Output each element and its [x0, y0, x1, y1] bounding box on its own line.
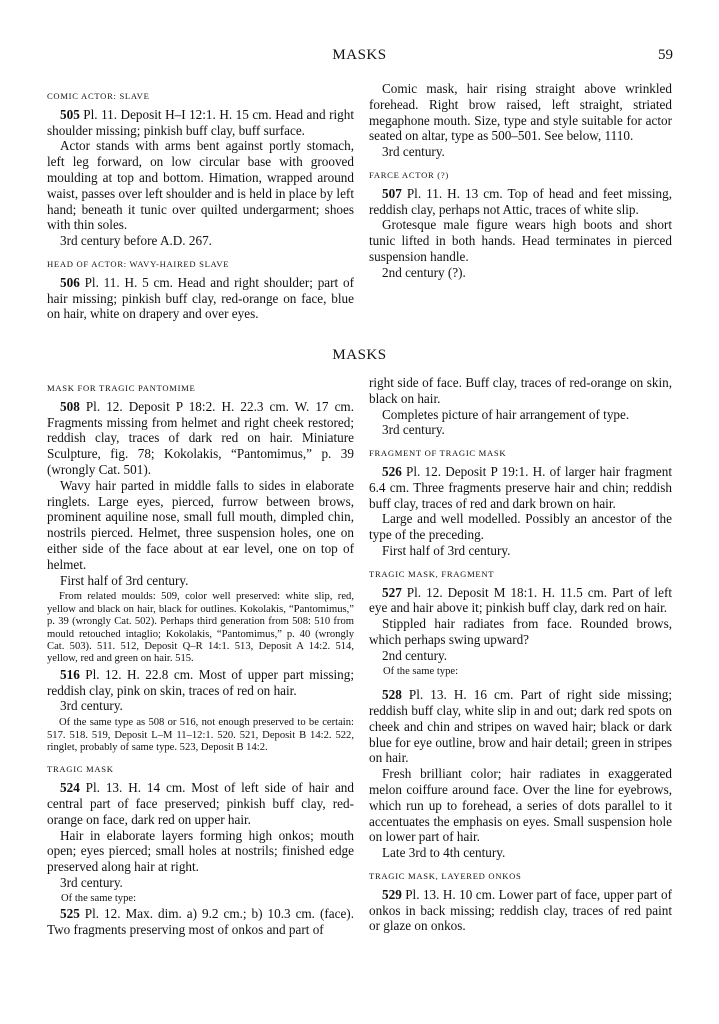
entry-heading: COMIC ACTOR: SLAVE [47, 91, 150, 101]
description-paragraph: First half of 3rd century. [60, 572, 189, 588]
description-paragraph: 3rd century. [382, 422, 445, 438]
description-paragraph: First half of 3rd century. [382, 542, 511, 558]
description-paragraph: 2nd century. [382, 647, 448, 663]
catalogue-number: 506 [60, 274, 80, 290]
catalogue-number: 525 [60, 906, 80, 922]
related-note: Of the same type as 508 or 516, not enough preserved to be certain: 517. 518. 519, Deposit L–M 11–12:1. 520. 521, Deposit B 14:2. 522, ringlet, probably of same type. 523, Deposit B 14:2. [47, 717, 354, 753]
catalogue-number: 516 [60, 666, 80, 682]
catalogue-number: 528 [382, 687, 402, 703]
bottom-right-column [369, 375, 672, 934]
entry-heading: MASK FOR TRAGIC PANTOMIME [47, 383, 196, 393]
description-paragraph: Fresh brilliant color; hair radiates in exaggerated melon coiffure around face. Over the line for eyebrows, which run up to forehead, a series of dots parallel to it accentuates the emphasis on eyes. Small suspension hole on lower part of hair. [369, 766, 672, 845]
entry-heading: TRAGIC MASK, LAYERED ONKOS [369, 870, 522, 881]
entry-heading: TRAGIC MASK [47, 764, 114, 775]
description-paragraph: 3rd century. [60, 698, 123, 714]
same-type-note: Of the same type: [61, 892, 137, 904]
description-paragraph: Stippled hair radiates from face. Rounded brows, which perhaps swing upward? [369, 616, 672, 647]
catalogue-entry: 529 Pl. 13. H. 10 cm. Lower part of face, upper part of onkos in back missing; reddish clay, traces of red paint or glaze on onkos. [369, 886, 672, 934]
catalogue-entry: 507 Pl. 11. H. 13 cm. Top of head and feet missing, reddish clay, perhaps not Attic, traces of white slip. [369, 185, 672, 217]
description-paragraph: Large and well modelled. Possibly an ancestor of the type of the preceding. [369, 511, 672, 543]
entry-heading: FARCE ACTOR (?) [369, 169, 449, 180]
description-paragraph: Comic mask, hair rising straight above wrinkled forehead. Right brow raised, left straight, striated megaphone mouth. Size, type and style suitable for actor seated on altar, type as 500–501. See below, 1110. [369, 81, 672, 144]
entry-heading: TRAGIC MASK, FRAGMENT [369, 568, 495, 579]
continued-text: right side of face. Buff clay, traces of red-orange on skin, black on hair. [369, 375, 672, 406]
catalogue-number: 524 [60, 780, 80, 796]
section-title: MASKS [332, 347, 387, 363]
top-left-column [47, 89, 354, 322]
catalogue-entry: 525 Pl. 12. Max. dim. a) 9.2 cm.; b) 10.3 cm. (face). Two fragments preserving most of onkos and part of [47, 906, 354, 938]
description-paragraph: Actor stands with arms bent against portly stomach, left leg forward, on low circular base with grooved moulding at top and bottom. Himation, wrapped around waist, passes over left shoulder and is held in place by left hand; beneath it tunic over quilted undergarment; shoes with thin soles. [47, 138, 354, 233]
catalogue-number: 507 [382, 185, 402, 201]
catalogue-number: 508 [60, 398, 80, 414]
catalogue-entry: 527 Pl. 12. Deposit M 18:1. H. 11.5 cm. Part of left eye and hair above it; pinkish buff clay, dark red on hair. [369, 584, 672, 616]
description-paragraph: Wavy hair parted in middle falls to sides in elaborate ringlets. Large eyes, pierced, furrow between brows, prominent aquiline nose, small full mouth, dimpled chin, nostrils pierced. Helmet, three suspension holes, one on either side of the face about at ear level, one on top of helmet. [47, 477, 354, 572]
catalogue-entry: 506 Pl. 11. H. 5 cm. Head and right shoulder; part of hair missing; pinkish buff clay, red-orange on face, blue on hair, white on drapery and over eyes. [47, 274, 354, 322]
top-right-column [369, 81, 672, 281]
catalogue-number: 526 [382, 463, 402, 479]
catalogue-entry: 505 Pl. 11. Deposit H–I 12:1. H. 15 cm. Head and right shoulder missing; pinkish buff clay, buff surface. [47, 106, 354, 138]
catalogue-entry: 508 Pl. 12. Deposit P 18:2. H. 22.3 cm. W. 17 cm. Fragments missing from helmet and right cheek restored; reddish clay, traces of dark red on hair. Miniature Sculpture, fig. 78; Kokolakis, “Pantomimus,” p. 39 (wrongly Cat. 501). [47, 398, 354, 477]
page-number: 59 [658, 47, 673, 63]
description-paragraph: 3rd century. [382, 144, 445, 160]
catalogue-number: 505 [60, 106, 80, 122]
same-type-note: Of the same type: [383, 665, 459, 677]
description-paragraph: 3rd century. [60, 874, 123, 890]
catalogue-entry: 524 Pl. 13. H. 14 cm. Most of left side of hair and central part of face preserved; pinkish buff clay, red-orange on face, dark red on upper hair. [47, 780, 354, 827]
description-paragraph: Hair in elaborate layers forming high onkos; mouth open; eyes pierced; small holes at nostrils; finished edge preserved along hair at right. [47, 827, 354, 875]
catalogue-entry: 528 Pl. 13. H. 16 cm. Part of right side missing; reddish buff clay, white slip in and out; dark red spots on cheek and chin and stripes on waved hair; black or dark blue for eye outline, brow and hair detail; green in stripes on hair. [369, 687, 672, 766]
description-paragraph: 2nd century (?). [382, 264, 466, 280]
catalogue-number: 527 [382, 584, 402, 600]
catalogue-entry: 526 Pl. 12. Deposit P 19:1. H. of larger hair fragment 6.4 cm. Three fragments preserve hair and chin; reddish buff clay, traces of red and dark brown on hair. [369, 463, 672, 511]
description-paragraph: Late 3rd to 4th century. [382, 845, 506, 861]
entry-heading: HEAD OF ACTOR: WAVY-HAIRED SLAVE [47, 258, 230, 269]
catalogue-number: 529 [382, 886, 402, 902]
description-paragraph: Grotesque male figure wears high boots and short tunic lifted in both hands. Head terminates in pierced suspension handle. [369, 217, 672, 264]
description-paragraph: Completes picture of hair arrangement of type. [382, 406, 630, 422]
related-note: From related moulds: 509, color well preserved: white slip, red, yellow and black on hair, black for outlines. Kokolakis, “Pantomimus,” p. 39 (wrongly Cat. 502). Perhaps third generation from 508: 510 from mould retouched intaglio; Kokolakis, “Pantomimus,” p. 40 (wrongly Cat. 503). 511. 512, Deposit Q–R 14:1. 513, Deposit A 14:2. 514, yellow, red and green on hair. 515. [47, 591, 354, 665]
catalogue-entry: 516 Pl. 12. H. 22.8 cm. Most of upper part missing; reddish clay, pink on skin, traces of red on hair. [47, 666, 354, 698]
description-paragraph: 3rd century before A.D. 267. [60, 233, 212, 249]
entry-heading: FRAGMENT OF TRAGIC MASK [369, 448, 507, 459]
bottom-left-column [47, 381, 354, 938]
running-title: MASKS [332, 47, 387, 63]
